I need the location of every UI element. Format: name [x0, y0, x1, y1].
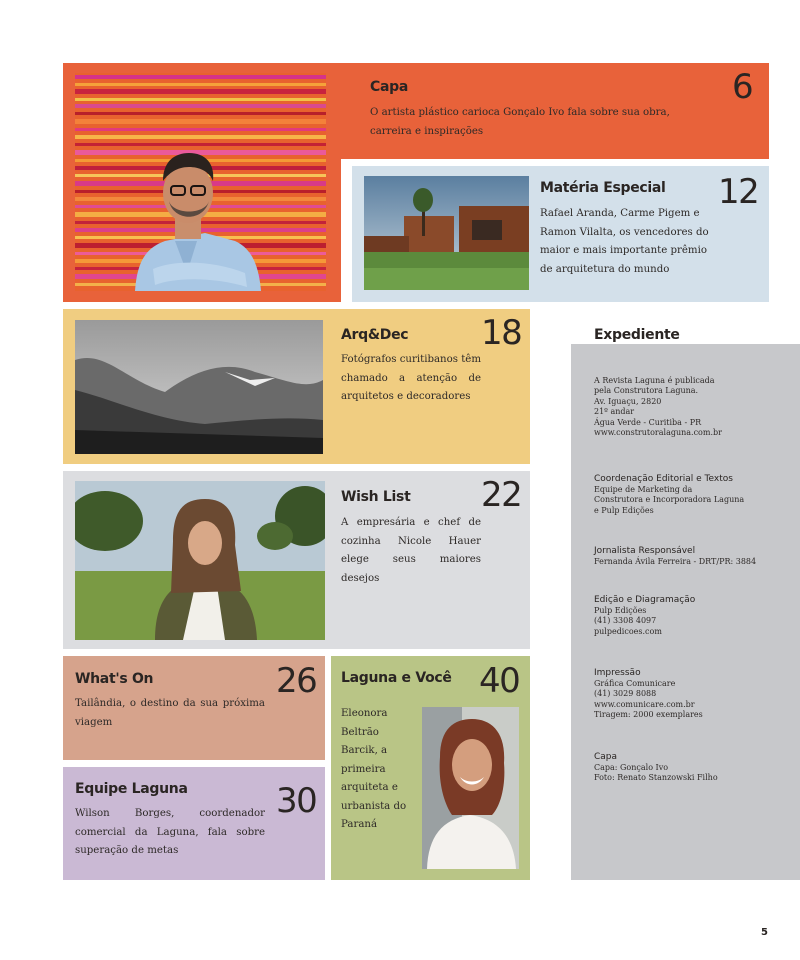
expediente-heading: Jornalista Responsável: [594, 546, 696, 556]
expediente-line: (41) 3029 8088: [594, 689, 657, 699]
expediente-line: www.construtoralaguna.com.br: [594, 428, 722, 438]
section-page-number: 40: [479, 661, 520, 701]
section-page-number: 30: [276, 781, 317, 821]
page-number: 5: [761, 927, 768, 938]
section-title: Equipe Laguna: [75, 781, 188, 797]
expediente-line: (41) 3308 4097: [594, 616, 657, 626]
section-title: Laguna e Você: [341, 670, 452, 686]
expediente-heading: Impressão: [594, 668, 641, 678]
expediente-title: Expediente: [594, 327, 680, 343]
expediente-line: A Revista Laguna é publicada: [594, 376, 715, 385]
expediente-group: [594, 595, 695, 637]
expediente-line: Tiragem: 2000 exemplares: [594, 710, 703, 720]
materia-especial-photo: [364, 176, 529, 290]
expediente-heading: Edição e Diagramação: [594, 595, 696, 605]
expediente-group: [594, 376, 722, 438]
section-page-number: 12: [718, 172, 759, 212]
expediente-group: [594, 668, 703, 721]
arq-dec-photo: [75, 320, 323, 454]
section-title: Wish List: [341, 489, 411, 505]
expediente-line: 21º andar: [594, 407, 635, 417]
expediente-group: [594, 546, 756, 567]
section-description: Wilson Borges, coordenador comercial da Laguna, fala sobre superação de metas: [75, 808, 265, 856]
section-description: Tailândia, o destino da sua próxima viagem: [75, 698, 265, 728]
section-page-number: 18: [481, 313, 522, 353]
expediente-heading: Coordenação Editorial e Textos: [594, 474, 733, 484]
section-page-number: 6: [732, 67, 753, 107]
section-title: Capa: [370, 79, 408, 95]
section-description: Rafael Aranda, Carme Pigem e Ramon Vilalta, os vencedores do maior e mais importante prêmio de arquitetura do mundo: [540, 208, 709, 275]
section-title: What's On: [75, 671, 154, 687]
section-title: Arq&Dec: [341, 327, 409, 343]
expediente-line: Capa: Gonçalo Ivo: [594, 763, 669, 772]
expediente-line: pela Construtora Laguna.: [594, 386, 699, 396]
section-description: Eleonora Beltrão Barcik, a primeira arquiteta e urbanista do Paraná: [341, 708, 407, 830]
section-description: A empresária e chef de cozinha Nicole Hauer elege seus maiores desejos: [341, 517, 481, 584]
section-description: O artista plástico carioca Gonçalo Ivo fala sobre sua obra, carreira e inspirações: [370, 107, 670, 137]
expediente-line: Água Verde - Curitiba - PR: [594, 417, 702, 427]
expediente-line: Foto: Renato Stanzowski Filho: [594, 773, 718, 783]
expediente-line: Fernanda Ávila Ferreira - DRT/PR: 3884: [594, 557, 757, 566]
expediente-line: Construtora e Incorporadora Laguna: [594, 495, 745, 505]
expediente-heading: Capa: [594, 752, 618, 762]
capa-photo: [75, 73, 326, 291]
expediente-line: e Pulp Edições: [594, 505, 654, 515]
expediente-line: Gráfica Comunicare: [594, 679, 676, 688]
expediente-line: Equipe de Marketing da: [594, 485, 693, 494]
expediente-group: [594, 752, 718, 784]
expediente-line: www.comunicare.com.br: [594, 699, 695, 709]
section-page-number: 22: [481, 475, 522, 515]
wish-list-photo: [75, 481, 325, 640]
expediente-group: [594, 474, 744, 516]
laguna-e-voce-photo: [422, 707, 519, 869]
expediente-line: pulpedicoes.com: [594, 626, 662, 636]
expediente-line: Pulp Edições: [594, 606, 647, 615]
section-title: Matéria Especial: [540, 180, 666, 196]
expediente-line: Av. Iguaçu, 2820: [594, 396, 662, 406]
section-description: Fotógrafos curitibanos têm chamado a atenção de arquitetos e decoradores: [341, 354, 481, 402]
section-page-number: 26: [276, 661, 317, 701]
